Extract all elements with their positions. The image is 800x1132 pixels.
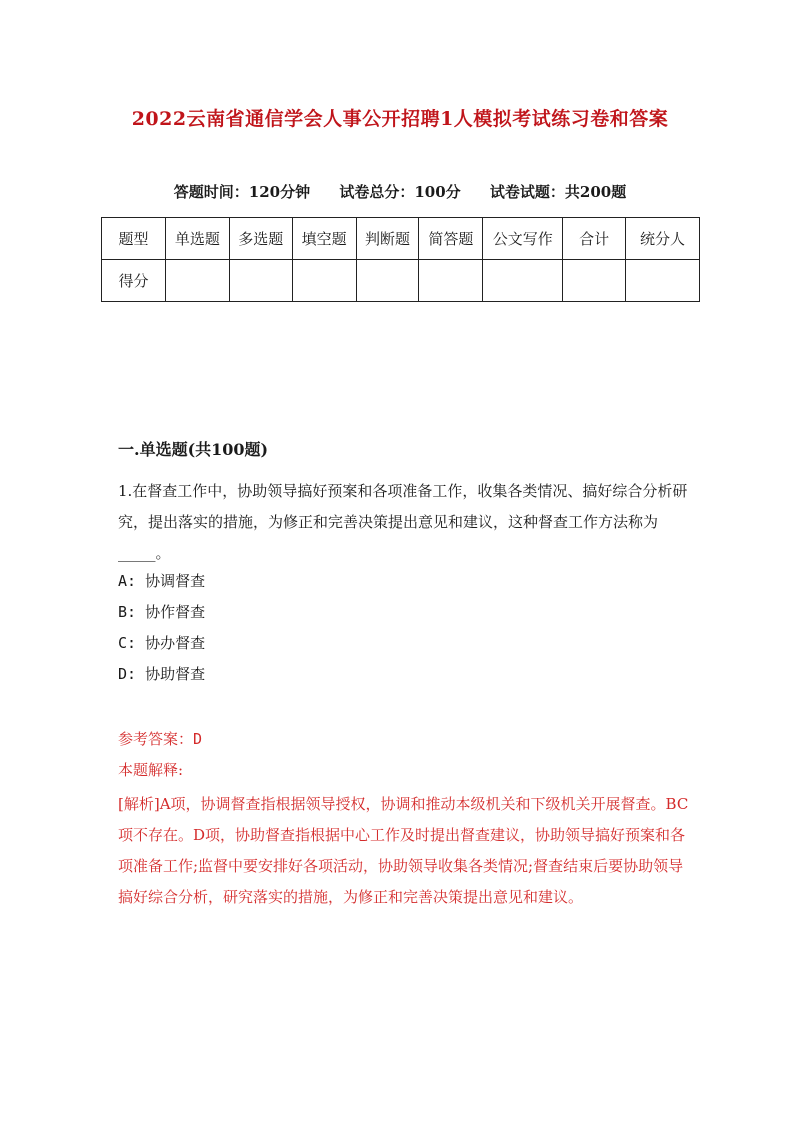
header-cell-total: 合计 (563, 218, 626, 260)
row-label-score: 得分 (102, 260, 166, 302)
document-title: 2022云南省通信学会人事公开招聘1人模拟考试练习卷和答案 (131, 108, 669, 130)
option-d: D: 协助督查 (118, 665, 206, 683)
score-table-score-row (102, 260, 700, 302)
header-cell-short-answer: 简答题 (419, 218, 483, 260)
question-text: 1.在督查工作中，协助领导搞好预案和各项准备工作，收集各类情况、搞好综合分析研究，提出落实的措施，为修正和完善决策提出意见和建议，这种督查工作方法称为_____。 (118, 482, 688, 562)
header-cell-type: 题型 (102, 218, 166, 260)
reference-answer: 参考答案：D (118, 730, 203, 748)
explanation-label: 本题解释: (118, 761, 184, 779)
score-cell (483, 260, 563, 302)
score-cell (626, 260, 700, 302)
score-cell (563, 260, 626, 302)
score-cell (292, 260, 356, 302)
header-cell-multi-choice: 多选题 (229, 218, 292, 260)
header-cell-true-false: 判断题 (356, 218, 419, 260)
score-cell (165, 260, 229, 302)
score-cell (229, 260, 292, 302)
exam-total-score: 试卷总分：100分 (339, 183, 461, 201)
header-cell-official-writing: 公文写作 (483, 218, 563, 260)
score-table (101, 217, 700, 302)
score-cell (419, 260, 483, 302)
exam-info (0, 181, 800, 202)
section-heading: 一.单选题(共100题) (118, 440, 269, 459)
explanation-text: [解析]A项，协调督查指根据领导授权，协调和推动本级机关和下级机关开展督查。BC项不存在。D项，协助督查指根据中心工作及时提出督查建议，协助领导搞好预案和各项准备工作;监督中要安排好各项活动，协助领导收集各类情况;督查结束后要协助领导搞好综合分析，研究落实的措施，为修正和完善决策提出意见和建议。 (118, 795, 689, 906)
exam-time: 答题时间：120分钟 (173, 183, 311, 201)
header-cell-single-choice: 单选题 (165, 218, 229, 260)
option-b: B: 协作督查 (118, 603, 206, 621)
exam-question-count: 试卷试题：共200题 (489, 183, 627, 201)
score-cell (356, 260, 419, 302)
option-a: A: 协调督查 (118, 572, 206, 590)
option-c: C: 协办督查 (118, 634, 206, 652)
header-cell-scorer: 统分人 (626, 218, 700, 260)
header-cell-fill-blank: 填空题 (292, 218, 356, 260)
score-table-header-row (102, 218, 700, 260)
